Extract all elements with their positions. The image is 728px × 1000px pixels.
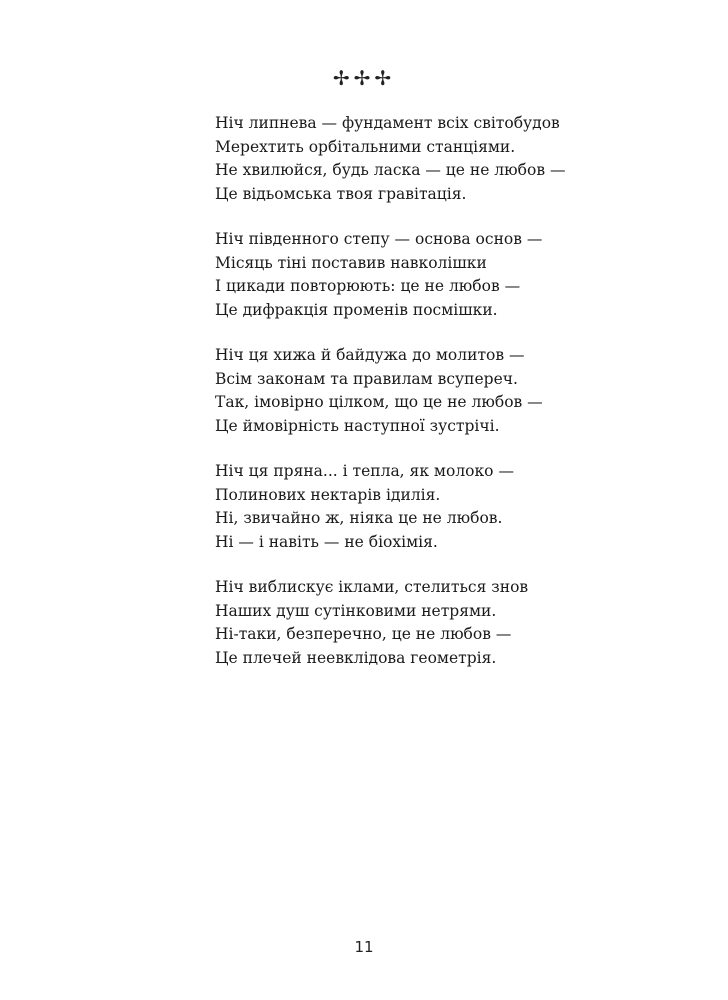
poem-line: Полинових нектарів ідилія.: [215, 485, 441, 504]
poem-line: Це ймовірність наступної зустрічі.: [215, 416, 500, 435]
poem-line: Не хвилюйся, будь ласка — це не любов —: [215, 161, 566, 179]
poem-line: Наших душ сутінковими нетрями.: [215, 601, 497, 620]
poem-line: Мерехтить орбітальними станціями.: [215, 137, 516, 156]
stanza-3: [215, 344, 685, 438]
poem-line: Це плечей неевклідова геометрія.: [215, 648, 497, 667]
poem-line: Так, імовірно цілком, що це не любов —: [215, 393, 543, 411]
stanza-4: [215, 460, 685, 554]
poem-line: Місяць тіні поставив навколішки: [215, 253, 487, 272]
poem-line: І цикади повторюють: це не любов —: [215, 277, 521, 295]
section-ornament: ✢✢✢: [332, 66, 396, 90]
poem: [215, 112, 685, 692]
poem-line: Ніч липнева — фундамент всіх світобудов: [215, 114, 560, 132]
stanza-1: [215, 112, 685, 206]
poem-line: Ні-таки, безперечно, це не любов —: [215, 625, 512, 643]
stanza-2: [215, 228, 685, 322]
poem-line: Ні, звичайно ж, ніяка це не любов.: [215, 509, 503, 527]
poem-line: Всім законам та правилам всупереч.: [215, 369, 518, 388]
poem-line: Ніч ця пряна... і тепла, як молоко —: [215, 462, 514, 480]
stanza-5: [215, 576, 685, 670]
poem-line: Це дифракція променів посмішки.: [215, 300, 498, 319]
poem-line: Це відьомська твоя гравітація.: [215, 184, 467, 203]
poem-line: Ніч ця хижа й байдужа до молитов —: [215, 346, 525, 364]
poem-line: Ніч південного степу — основа основ —: [215, 230, 543, 248]
page-number: 11: [354, 938, 374, 956]
poem-line: Ні — і навіть — не біохімія.: [215, 532, 438, 551]
poem-line: Ніч виблискує іклами, стелиться знов: [215, 578, 529, 596]
